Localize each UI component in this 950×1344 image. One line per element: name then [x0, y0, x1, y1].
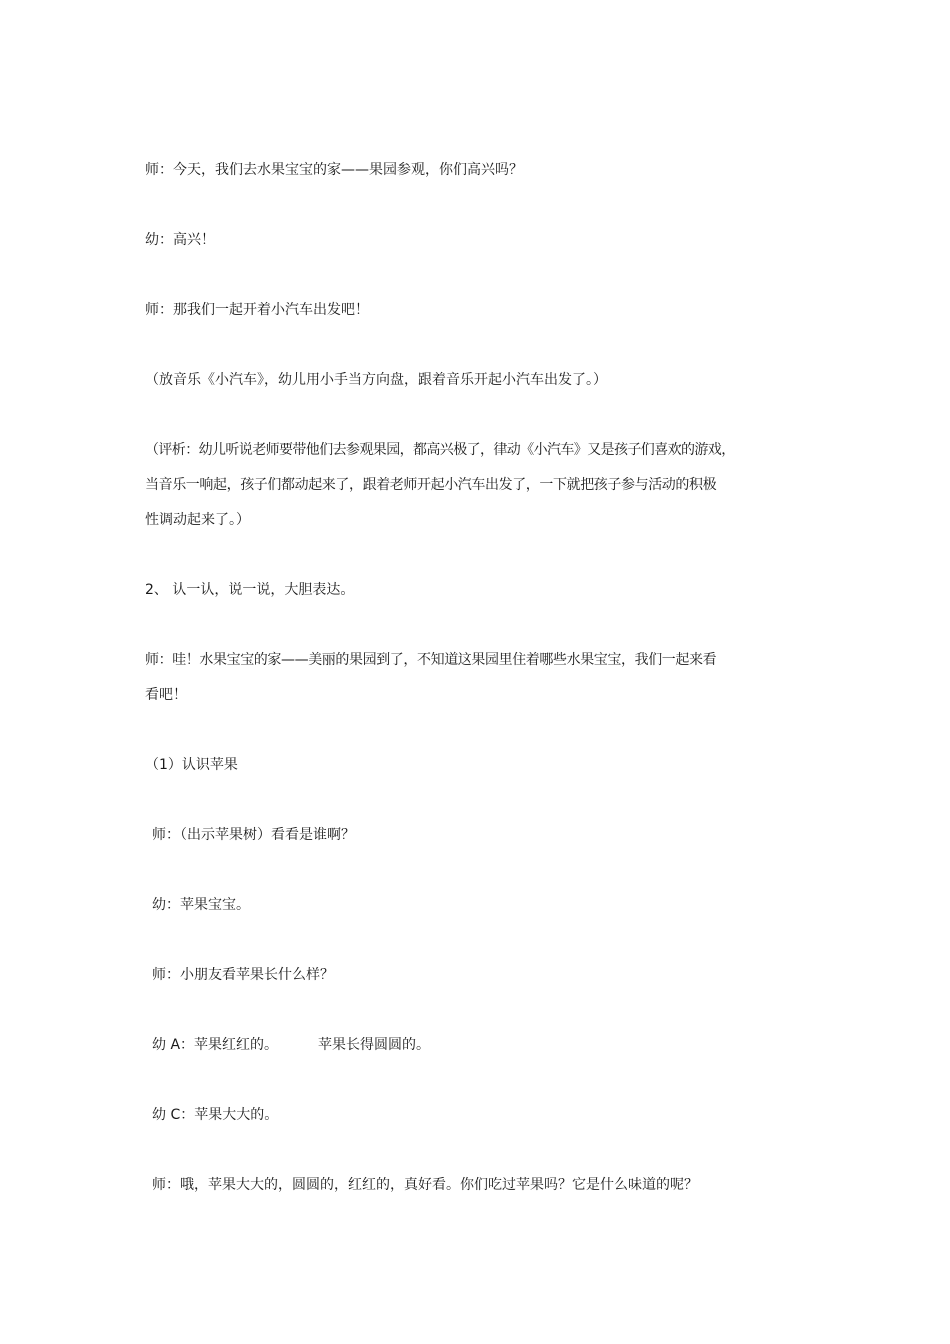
- dialogue-line: 看吧！: [145, 687, 187, 703]
- dialogue-part: 幼 A：苹果红红的。: [152, 1037, 279, 1053]
- dialogue-line: 师：哦，苹果大大的，圆圆的，红红的，真好看。你们吃过苹果吗？它是什么味道的呢？: [152, 1177, 698, 1193]
- dialogue-line: 师：哇！水果宝宝的家——美丽的果园到了，不知道这果园里住着哪些水果宝宝，我们一起来看: [145, 652, 717, 668]
- subsection-heading: （1）认识苹果: [145, 757, 238, 773]
- dialogue-line: 幼：苹果宝宝。: [152, 897, 250, 913]
- stage-direction: （放音乐《小汽车》，幼儿用小手当方向盘，跟着音乐开起小汽车出发了。）: [145, 372, 607, 388]
- dialogue-line: 师：今天，我们去水果宝宝的家——果园参观，你们高兴吗？: [145, 162, 523, 178]
- dialogue-line: 师：小朋友看苹果长什么样？: [152, 967, 334, 983]
- commentary-line: （评析：幼儿听说老师要带他们去参观果园，都高兴极了，律动《小汽车》又是孩子们喜欢的游戏，: [145, 442, 735, 458]
- section-heading: 2、 认一认，说一说，大胆表达。: [145, 582, 355, 598]
- dialogue-line: 幼 C：苹果大大的。: [152, 1107, 279, 1123]
- dialogue-line: [152, 1028, 817, 1063]
- dialogue-line: 师：（出示苹果树）看看是谁啊？: [152, 827, 355, 843]
- dialogue-line: 师：那我们一起开着小汽车出发吧！: [145, 302, 369, 318]
- dialogue-line: 幼：高兴！: [145, 232, 215, 248]
- dialogue-part: 苹果长得圆圆的。: [318, 1037, 431, 1053]
- commentary-line: 性调动起来了。）: [145, 512, 250, 528]
- commentary-line: 当音乐一响起，孩子们都动起来了，跟着老师开起小汽车出发了，一下就把孩子参与活动的积极: [145, 477, 717, 493]
